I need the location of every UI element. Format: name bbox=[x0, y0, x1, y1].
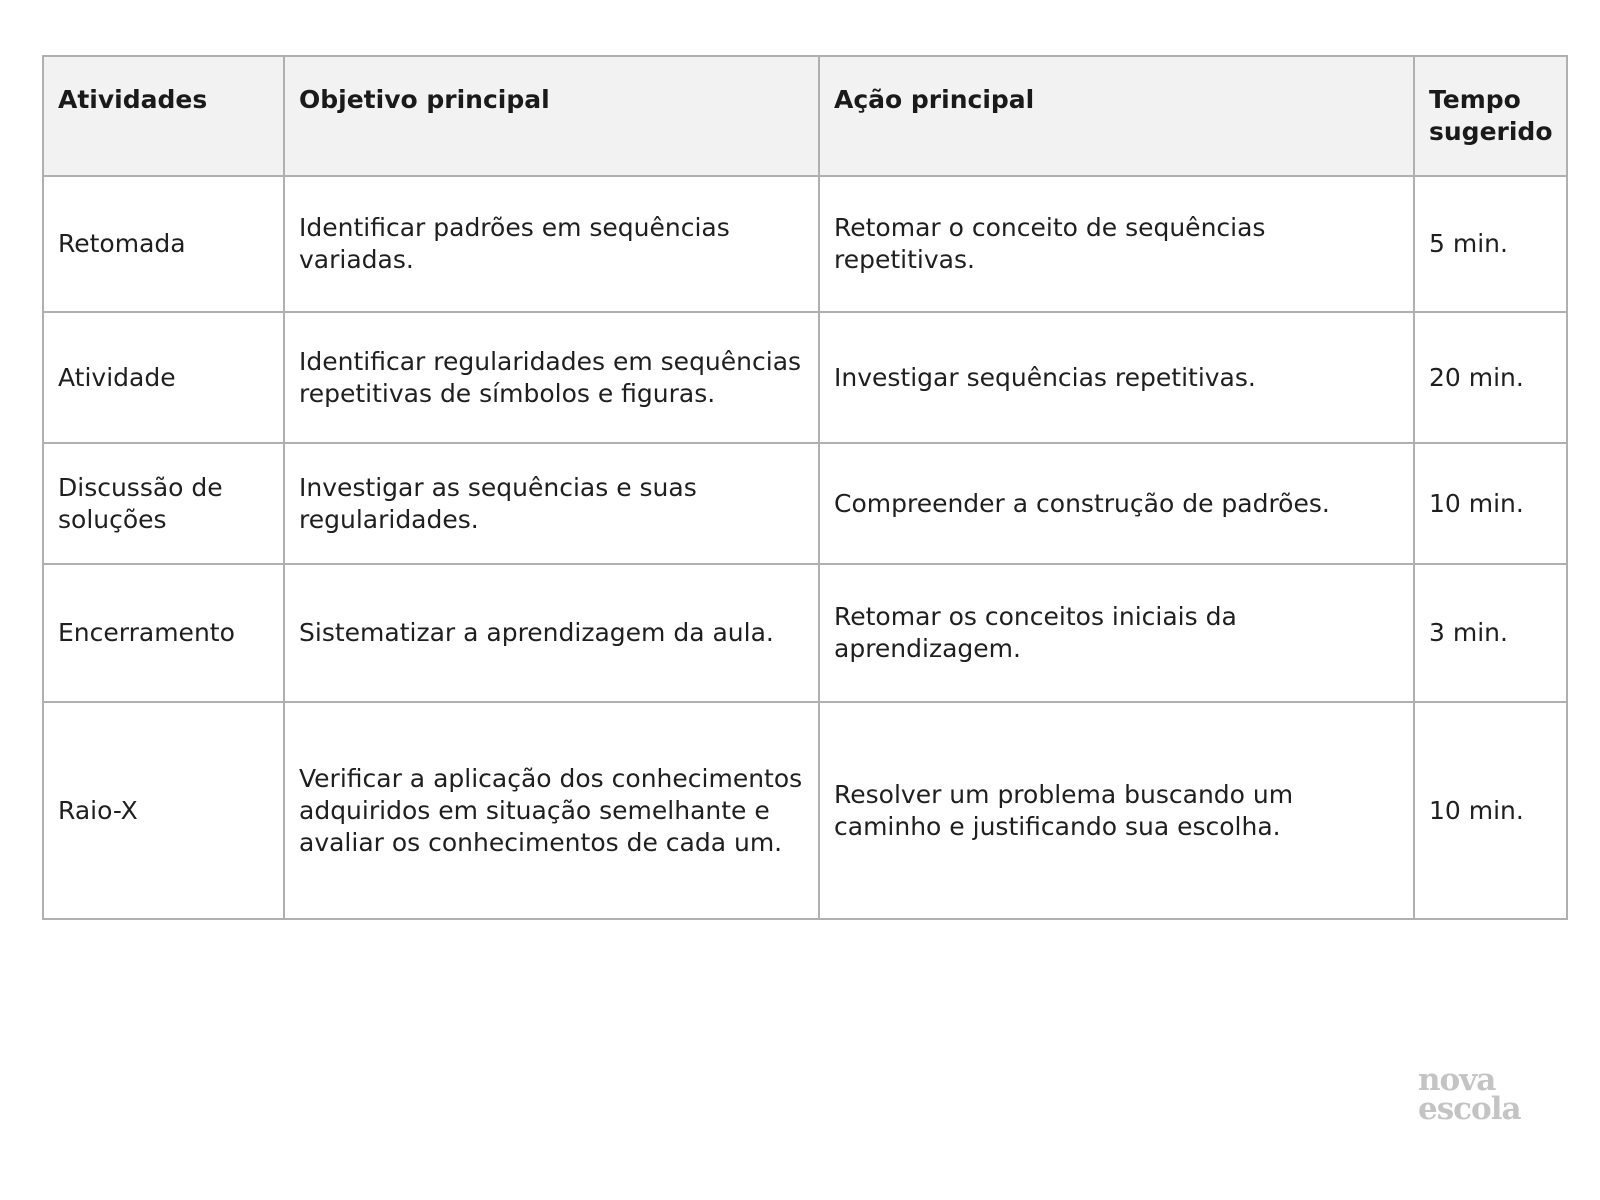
table-row bbox=[43, 702, 1567, 919]
table-header-row bbox=[43, 56, 1567, 176]
cell-acao: Resolver um problema buscando um caminho e justificando sua escolha. bbox=[819, 702, 1414, 919]
cell-tempo: 5 min. bbox=[1414, 176, 1567, 312]
logo-line-nova: nova bbox=[1418, 1062, 1496, 1098]
header-tempo-sugerido: Tempo sugerido bbox=[1414, 56, 1567, 176]
cell-atividade: Retomada bbox=[43, 176, 284, 312]
header-acao-principal: Ação principal bbox=[819, 56, 1414, 176]
cell-atividade: Atividade bbox=[43, 312, 284, 443]
logo-line-escola: escola bbox=[1418, 1091, 1521, 1127]
cell-objetivo: Verificar a aplicação dos conhecimentos adquiridos em situação semelhante e avaliar os conhecimentos de cada um. bbox=[284, 702, 819, 919]
header-atividades: Atividades bbox=[43, 56, 284, 176]
cell-tempo: 3 min. bbox=[1414, 564, 1567, 702]
header-objetivo-principal: Objetivo principal bbox=[284, 56, 819, 176]
cell-tempo: 10 min. bbox=[1414, 702, 1567, 919]
cell-objetivo: Investigar as sequências e suas regularidades. bbox=[284, 443, 819, 564]
cell-objetivo: Sistematizar a aprendizagem da aula. bbox=[284, 564, 819, 702]
cell-atividade: Raio-X bbox=[43, 702, 284, 919]
cell-acao: Retomar os conceitos iniciais da aprendizagem. bbox=[819, 564, 1414, 702]
table-row bbox=[43, 176, 1567, 312]
cell-atividade: Encerramento bbox=[43, 564, 284, 702]
cell-acao: Investigar sequências repetitivas. bbox=[819, 312, 1414, 443]
table-row bbox=[43, 564, 1567, 702]
cell-tempo: 10 min. bbox=[1414, 443, 1567, 564]
cell-objetivo: Identificar regularidades em sequências repetitivas de símbolos e figuras. bbox=[284, 312, 819, 443]
cell-atividade: Discussão de soluções bbox=[43, 443, 284, 564]
cell-acao: Compreender a construção de padrões. bbox=[819, 443, 1414, 564]
table-row bbox=[43, 312, 1567, 443]
cell-tempo: 20 min. bbox=[1414, 312, 1567, 443]
cell-acao: Retomar o conceito de sequências repetitivas. bbox=[819, 176, 1414, 312]
lesson-plan-table bbox=[42, 55, 1568, 920]
nova-escola-logo bbox=[1418, 1062, 1538, 1127]
cell-objetivo: Identificar padrões em sequências variadas. bbox=[284, 176, 819, 312]
table-row bbox=[43, 443, 1567, 564]
